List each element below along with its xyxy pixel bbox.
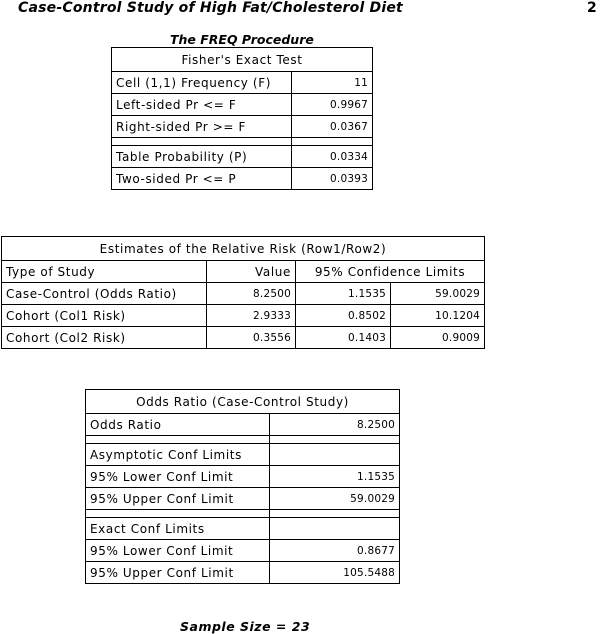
relative-risk-table: [1, 236, 485, 349]
section-label-asymptotic: Asymptotic Conf Limits: [86, 444, 270, 466]
separator-row: [86, 510, 400, 518]
table-header: Estimates of the Relative Risk (Row1/Row2): [2, 237, 485, 261]
column-header-confidence-limits: 95% Confidence Limits: [296, 261, 485, 283]
row-value: 0.0334: [292, 146, 373, 168]
table-row: [112, 168, 373, 190]
table-row: [86, 540, 400, 562]
page-number: 2: [587, 0, 597, 16]
row-label: Odds Ratio: [86, 414, 270, 436]
row-value: 2.9333: [207, 305, 296, 327]
section-label-exact: Exact Conf Limits: [86, 518, 270, 540]
row-label: Cell (1,1) Frequency (F): [112, 72, 292, 94]
separator-row: [86, 436, 400, 444]
table-header: Odds Ratio (Case-Control Study): [86, 390, 400, 414]
row-value: 0.8677: [270, 540, 400, 562]
row-lower-limit: 0.1403: [296, 327, 391, 349]
table-header: Fisher's Exact Test: [112, 48, 373, 72]
table-row: [86, 414, 400, 436]
column-header-value: Value: [207, 261, 296, 283]
row-value: 0.0393: [292, 168, 373, 190]
row-label: Cohort (Col2 Risk): [2, 327, 207, 349]
row-value: 0.9967: [292, 94, 373, 116]
separator-row: [112, 138, 373, 146]
row-upper-limit: 10.1204: [391, 305, 485, 327]
procedure-title: The FREQ Procedure: [170, 32, 314, 47]
row-value: 0.3556: [207, 327, 296, 349]
row-lower-limit: 1.1535: [296, 283, 391, 305]
row-label: Cohort (Col1 Risk): [2, 305, 207, 327]
row-label: 95% Upper Conf Limit: [86, 562, 270, 584]
table-row: [86, 562, 400, 584]
row-label: 95% Lower Conf Limit: [86, 540, 270, 562]
row-label: Two-sided Pr <= P: [112, 168, 292, 190]
odds-ratio-table: [85, 389, 400, 584]
table-row: [2, 283, 485, 305]
row-value: 1.1535: [270, 466, 400, 488]
row-value: 8.2500: [270, 414, 400, 436]
table-row: [2, 305, 485, 327]
column-header-study: Type of Study: [2, 261, 207, 283]
report-title: Case-Control Study of High Fat/Cholesterol Diet: [18, 0, 403, 16]
row-value: 11: [292, 72, 373, 94]
table-row: [112, 72, 373, 94]
table-row: [112, 116, 373, 138]
row-label: Case-Control (Odds Ratio): [2, 283, 207, 305]
row-label: 95% Lower Conf Limit: [86, 466, 270, 488]
section-header-row: [86, 518, 400, 540]
table-row: [86, 488, 400, 510]
row-label: Right-sided Pr >= F: [112, 116, 292, 138]
row-label: Left-sided Pr <= F: [112, 94, 292, 116]
column-header-row: [2, 261, 485, 283]
row-label: Table Probability (P): [112, 146, 292, 168]
section-header-row: [86, 444, 400, 466]
row-lower-limit: 0.8502: [296, 305, 391, 327]
table-row: [112, 94, 373, 116]
row-upper-limit: 59.0029: [391, 283, 485, 305]
row-label: 95% Upper Conf Limit: [86, 488, 270, 510]
row-upper-limit: 0.9009: [391, 327, 485, 349]
row-value: 59.0029: [270, 488, 400, 510]
table-row: [112, 146, 373, 168]
row-value: 8.2500: [207, 283, 296, 305]
sample-size-note: Sample Size = 23: [180, 619, 311, 634]
row-value: 0.0367: [292, 116, 373, 138]
fisher-exact-test-table: [111, 47, 373, 190]
row-value: 105.5488: [270, 562, 400, 584]
table-row: [86, 466, 400, 488]
table-row: [2, 327, 485, 349]
